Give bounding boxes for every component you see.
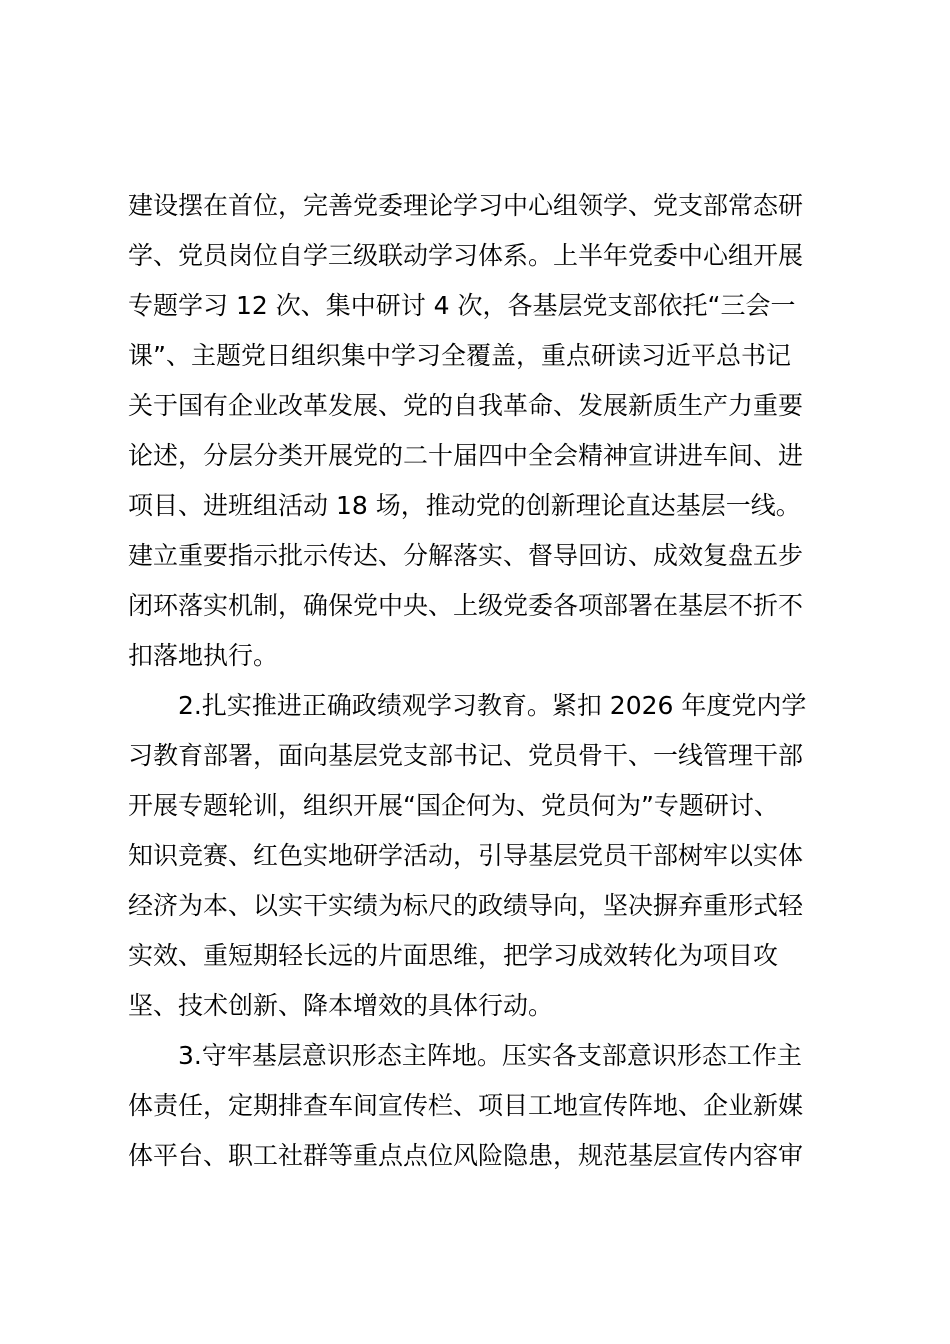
text-line: 关于国有企业改革发展、党的自我革命、发展新质生产力重要 (128, 391, 804, 420)
text-line: 习教育部署，面向基层党支部书记、党员骨干、一线管理干部 (128, 741, 804, 770)
text-line: 学、党员岗位自学三级联动学习体系。上半年党委中心组开展 (128, 241, 804, 270)
text-line: 体责任，定期排查车间宣传栏、项目工地宣传阵地、企业新媒 (128, 1091, 804, 1120)
text-line: 开展专题轮训，组织开展“国企何为、党员何为”专题研讨、 (128, 791, 779, 820)
text-line: 论述，分层分类开展党的二十届四中全会精神宣讲进车间、进 (128, 441, 804, 470)
text-line: 实效、重短期轻长远的片面思维，把学习成效转化为项目攻 (128, 941, 779, 970)
text-line: 建立重要指示批示传达、分解落实、督导回访、成效复盘五步 (128, 541, 804, 570)
text-line: 项目、进班组活动 18 场，推动党的创新理论直达基层一线。 (128, 491, 801, 520)
text-line: 课”、主题党日组织集中学习全覆盖，重点研读习近平总书记 (128, 341, 791, 370)
text-line: 坚、技术创新、降本增效的具体行动。 (128, 991, 554, 1020)
document-body (128, 181, 848, 1181)
paragraph-heading-3: 3.守牢基层意识形态主阵地。压实各支部意识形态工作主 (178, 1041, 802, 1070)
text-line: 建设摆在首位，完善党委理论学习中心组领学、党支部常态研 (128, 191, 804, 220)
paragraph-heading-2: 2.扎实推进正确政绩观学习教育。紧扣 2026 年度党内学 (178, 691, 807, 720)
text-line: 扣落地执行。 (128, 641, 279, 670)
text-line: 体平台、职工社群等重点点位风险隐患，规范基层宣传内容审 (128, 1141, 804, 1170)
text-line: 经济为本、以实干实绩为标尺的政绩导向，坚决摒弃重形式轻 (128, 891, 804, 920)
text-line: 知识竞赛、红色实地研学活动，引导基层党员干部树牢以实体 (128, 841, 804, 870)
text-line: 专题学习 12 次、集中研讨 4 次，各基层党支部依托“三会一 (128, 291, 796, 320)
text-line: 闭环落实机制，确保党中央、上级党委各项部署在基层不折不 (128, 591, 804, 620)
